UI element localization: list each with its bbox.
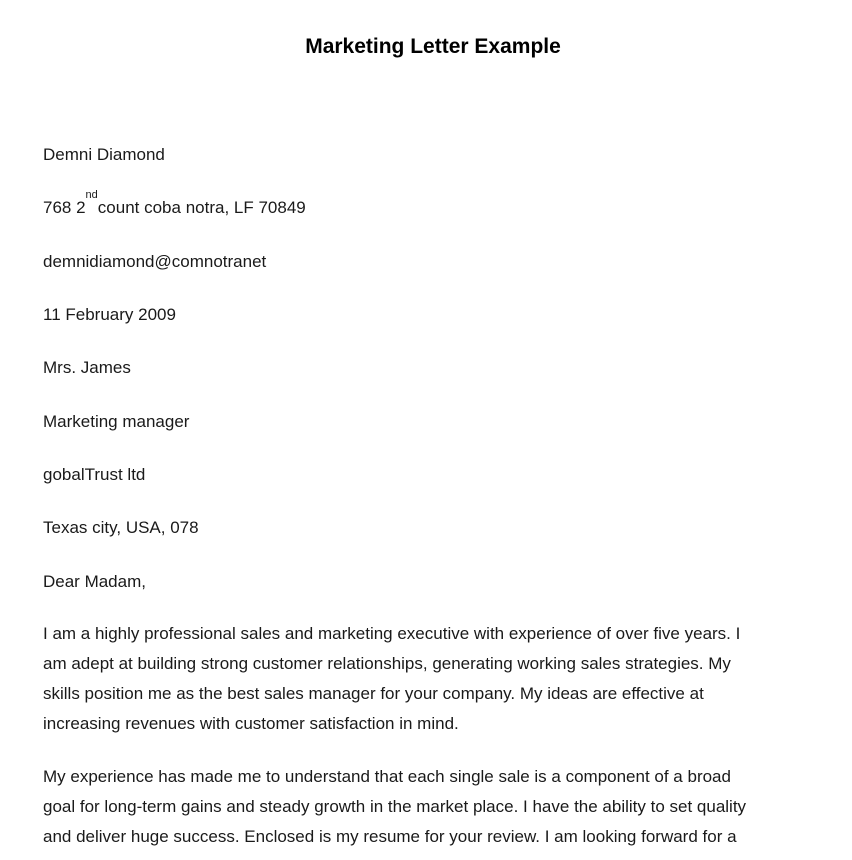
paragraph-line: I am a highly professional sales and marketing executive with experience of over five years. I <box>43 624 741 643</box>
paragraph-line: goal for long-term gains and steady growth in the market place. I have the ability to set quality <box>43 797 747 816</box>
recipient-location: Texas city, USA, 078 <box>43 518 199 537</box>
sender-name: Demni Diamond <box>43 145 165 164</box>
letter-date: 11 February 2009 <box>43 305 176 324</box>
recipient-company: gobalTrust ltd <box>43 465 146 484</box>
paragraph-line: My experience has made me to understand that each single sale is a component of a broad <box>43 767 731 786</box>
paragraph-line: increasing revenues with customer satisfaction in mind. <box>43 714 459 733</box>
body-paragraph-2 <box>43 762 809 852</box>
recipient-title: Marketing manager <box>43 412 190 431</box>
recipient-name: Mrs. James <box>43 358 131 377</box>
sender-address-number: 768 2 <box>43 198 86 217</box>
salutation: Dear Madam, <box>43 572 146 591</box>
sender-address <box>43 189 306 219</box>
sender-address-rest: count coba notra, LF 70849 <box>97 198 306 217</box>
body-paragraph-1 <box>43 619 809 739</box>
sender-email: demnidiamond@comnotranet <box>43 252 267 271</box>
sender-address-ordinal: nd <box>85 189 98 201</box>
paragraph-line: skills position me as the best sales manager for your company. My ideas are effective at <box>43 684 704 703</box>
paragraph-line: am adept at building strong customer relationships, generating working sales strategies. My <box>43 654 731 673</box>
document-title: Marketing Letter Example <box>305 35 561 58</box>
paragraph-line: and deliver huge success. Enclosed is my resume for your review. I am looking forward for a <box>43 827 737 846</box>
